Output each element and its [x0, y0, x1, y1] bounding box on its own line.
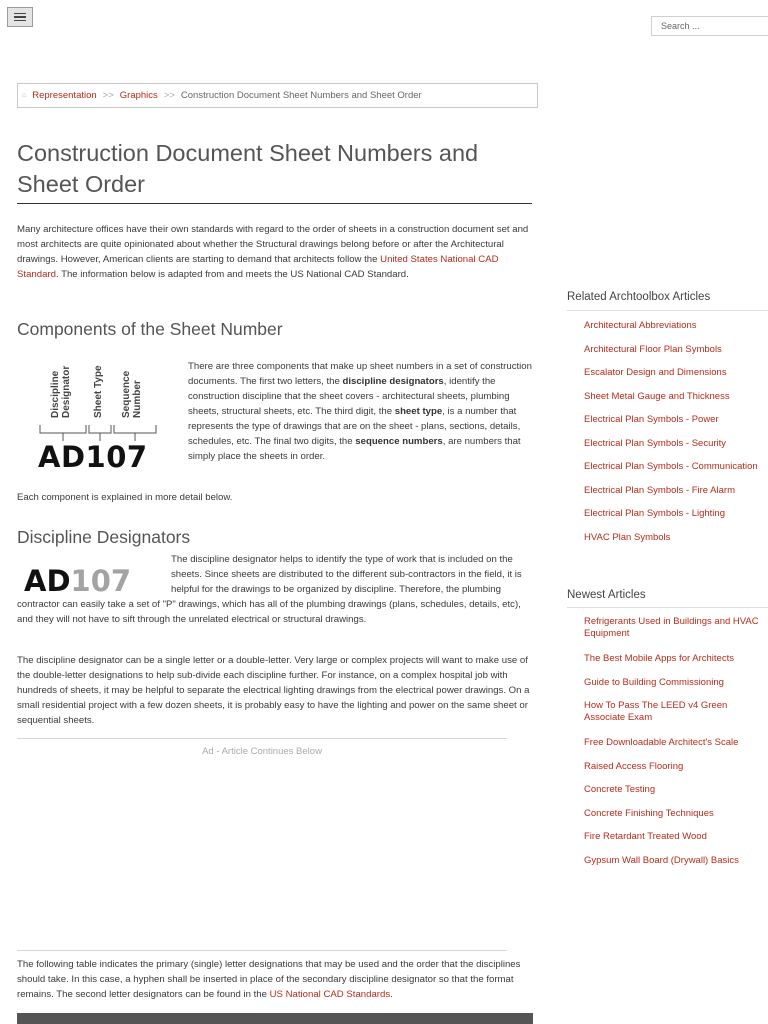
us-national-cad-standard-link[interactable]: United States National CAD Standard [17, 254, 499, 280]
discipline-paragraph-2: The discipline designator can be a single letter or a double-letter. Very large or complex projects will want to make use of the double-letter designations to help sub-divide each discipline further. For instance, on a complex hospital job with hundreds of sheets, it may be helpful to separate the electrical lighting drawings from the electrical power drawings. On a small residential project with a few dozen sheets, it is probably easy to have the lighting and power on the same sheet or sequential sheets. [17, 655, 530, 726]
newest-articles-heading: Newest Articles [567, 589, 646, 601]
table-intro-paragraph [17, 957, 532, 1002]
discipline-paragraph-1 [17, 552, 532, 627]
related-article-link[interactable]: Electrical Plan Symbols - Lighting [584, 508, 725, 519]
diagram-label-sequence-number: Sequence Number [121, 370, 143, 418]
ad-divider-top [17, 738, 507, 739]
discipline-text-1: The discipline designator helps to identify the type of work that is included on the sheets. Since sheets are distributed to the different sub-contractors in the field, it is helpful for the drawings to be organized by discipline. Therefore, the plumbing contractor can easily take a set of "P" drawings, which has all of the plumbing drawings (plans, schedules, details, etc), and they will not have to sift through the unrelated electrical or structural drawings. [17, 554, 522, 625]
home-icon[interactable]: ⌂ [22, 92, 27, 99]
components-heading: Components of the Sheet Number [17, 319, 283, 339]
newest-articles-rule [567, 607, 768, 608]
table-intro-text-end: . [390, 989, 393, 1000]
ad-divider-bottom [17, 950, 507, 951]
intro-paragraph [17, 222, 532, 282]
newest-article-link[interactable]: Free Downloadable Architect's Scale [584, 737, 739, 748]
sheet-type-term: sheet type [394, 406, 443, 417]
ad-label: Ad - Article Continues Below [202, 746, 322, 757]
related-article-link[interactable]: Electrical Plan Symbols - Security [584, 437, 727, 449]
newest-article-link[interactable]: How To Pass The LEED v4 Green Associate Exam [584, 700, 728, 723]
diagram-sheet-code: AD107 [38, 440, 148, 474]
newest-article-link[interactable]: Fire Retardant Treated Wood [584, 831, 707, 842]
newest-article-link[interactable]: Concrete Finishing Techniques [584, 807, 714, 819]
related-article-link[interactable]: HVAC Plan Symbols [584, 531, 671, 543]
page-title: Construction Document Sheet Numbers and Sheet Order [17, 140, 479, 197]
components-text-3: , is a number that represents the type of drawings that are on the sheet - plans, sections, details, schedules, etc. The final two digits, the [188, 406, 521, 447]
us-national-cad-standards-link[interactable]: US National CAD Standards [269, 989, 391, 1000]
breadcrumb-separator: >> [102, 90, 114, 101]
diagram-label-sheet-type: Sheet Type [93, 365, 104, 418]
related-article-link[interactable]: Electrical Plan Symbols - Fire Alarm [584, 484, 735, 496]
related-article-link[interactable]: Architectural Floor Plan Symbols [584, 343, 722, 355]
related-article-link[interactable]: Escalator Design and Dimensions [584, 367, 727, 378]
discipline-float-spacer [17, 552, 171, 597]
newest-article-link[interactable]: Gypsum Wall Board (Drywall) Basics [584, 854, 739, 866]
related-articles-heading: Related Archtoolbox Articles [567, 291, 711, 303]
table-header-bar [17, 1013, 533, 1024]
intro-text-end: . The information below is adapted from and meets the US National CAD Standard. [55, 269, 409, 280]
discipline-code-numbers: 107 [70, 564, 132, 598]
title-divider [17, 203, 532, 204]
intro-text: Many architecture offices have their own standards with regard to the order of sheets in a construction document set and most architects are quite opinionated about whether the Structural drawings belong before or after the Architectural drawings. However, American clients are starting to demand that architects follow the [17, 224, 529, 265]
components-paragraph [188, 359, 532, 464]
discipline-designators-heading: Discipline Designators [17, 527, 191, 547]
discipline-code-letters: AD [24, 564, 71, 598]
newest-article-link[interactable]: Raised Access Flooring [584, 760, 684, 772]
breadcrumb [17, 83, 538, 108]
breadcrumb-link-graphics[interactable]: Graphics [119, 90, 158, 101]
newest-article-link[interactable]: Refrigerants Used in Buildings and HVAC Equipment [584, 616, 759, 639]
related-article-link[interactable]: Electrical Plan Symbols - Communication [584, 461, 758, 472]
related-articles-rule [567, 310, 768, 311]
breadcrumb-link-representation[interactable]: Representation [32, 90, 97, 101]
related-articles-list [584, 320, 768, 555]
components-text-4: , are numbers that simply place the sheets in order. [188, 436, 521, 462]
sheet-number-diagram [36, 356, 164, 474]
newest-articles-list [584, 616, 768, 878]
breadcrumb-separator: >> [163, 90, 175, 101]
search-input[interactable]: Search ... [651, 16, 768, 36]
newest-article-link[interactable]: The Best Mobile Apps for Architects [584, 653, 734, 664]
table-intro-text: The following table indicates the primary (single) letter designations that may be used and the order that the disciplines should take. In this case, a hyphen shall be inserted in place of the secondary discipline designator so that the format remains. The second letter designators can be found in the [17, 959, 521, 1000]
related-article-link[interactable]: Architectural Abbreviations [584, 320, 697, 331]
newest-article-link[interactable]: Concrete Testing [584, 784, 656, 795]
discipline-designators-term: discipline designators [342, 376, 444, 387]
components-text-1: There are three components that make up sheet numbers in a set of construction documents. The first two letters, the [188, 361, 532, 387]
newest-article-link[interactable]: Guide to Building Commissioning [584, 676, 724, 688]
related-article-link[interactable]: Electrical Plan Symbols - Power [584, 414, 719, 425]
hamburger-icon [14, 13, 26, 22]
components-text-2: , identify the construction discipline that the sheet covers - architectural sheets, plumbing sheets, structural sheets, etc. The third digit, the [188, 376, 510, 417]
menu-button[interactable] [7, 7, 33, 27]
breadcrumb-current: Construction Document Sheet Numbers and Sheet Order [180, 90, 422, 101]
related-article-link[interactable]: Sheet Metal Gauge and Thickness [584, 390, 730, 402]
sequence-numbers-term: sequence numbers [355, 436, 443, 447]
diagram-label-discipline-designator: Discipline Designator [50, 365, 72, 418]
components-followup: Each component is explained in more detail below. [17, 492, 233, 503]
